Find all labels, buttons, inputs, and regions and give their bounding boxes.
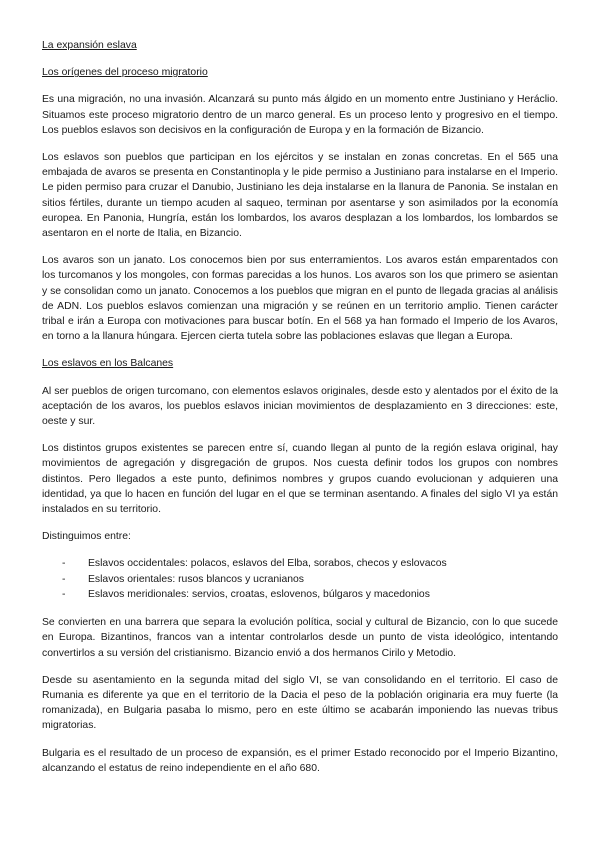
- paragraph-slavs-armies: Los eslavos son pueblos que participan en los ejércitos y se instalan en zonas concretas. En el 565 una embajada de avaros se presenta en Constantinopla y le pide permiso a Justiniano para instalarse en el Imperio. Le piden permiso para cruzar el Danubio, Justiniano les deja instalarse en la llanura de Panonia. Se instalan en sitios fértiles, durante un tiempo acuden al saqueo, terminan por asentarse y son asimilados por la economía europea. En Panonia, Hungría, están los lombardos, los avaros desplazan a los lombardos, los lombardos se asentaron en el norte de Italia, en Bizancio.: [42, 152, 558, 240]
- paragraph-turcoman-origin: Al ser pueblos de origen turcomano, con elementos eslavos originales, desde esto y alentados por el éxito de la aceptación de los avaros, los pueblos eslavos inician movimientos de desplazamiento en 3 direcciones: este, oeste y sur.: [42, 385, 558, 428]
- list-item: [42, 556, 558, 571]
- list-dash: -: [62, 588, 66, 600]
- paragraph-settlement-rumania: Desde su asentamiento en la segunda mitad del siglo VI, se van consolidando en el territorio. El caso de Rumania es diferente ya que en el territorio de la Dacia el peso de la población originaria era muy fuerte (la romanizada), en Bulgaria pasaba lo mismo, pero en este último se acabarán imponiendo las nuevas tribus migratorias.: [42, 674, 558, 732]
- list-dash: -: [62, 558, 66, 570]
- list-item: [42, 572, 558, 587]
- section-heading-balkans: Los eslavos en los Balcanes: [42, 358, 174, 370]
- document-page: [42, 38, 558, 788]
- document-title: La expansión eslava: [42, 40, 137, 51]
- paragraph-bulgaria-state: Bulgaria es el resultado de un proceso de expansión, es el primer Estado reconocido por el Imperio Bizantino, alcanzando el estatus de reino independiente en el año 680.: [42, 747, 558, 774]
- paragraph-avars-janato: Los avaros son un janato. Los conocemos bien por sus enterramientos. Los avaros están emparentados con los turcomanos y los mongoles, con formas parecidas a los hunos. Los avaros son los que primero se asientan y se consolidan como un janato. Conocemos a los pueblos que migran en el punto de llegada gracias al análisis de ADN. Los pueblos eslavos comienzan una migración y se reúnen en un territorio amplio. Tienen carácter tribal e irán a Europa con motivaciones para buscar botín. En el 568 ya han formado el Imperio de los Avaros, en torno a la llanura húngara. Ejercen cierta tutela sobre las poblaciones eslavas que llegan a Europa.: [42, 255, 558, 343]
- list-item-text: Eslavos orientales: rusos blancos y ucranianos: [88, 573, 305, 585]
- list-item-text: Eslavos meridionales: servios, croatas, eslovenos, búlgaros y macedonios: [88, 588, 430, 600]
- list-intro: Distinguimos entre:: [42, 531, 131, 543]
- list-item-text: Eslavos occidentales: polacos, eslavos del Elba, sorabos, checos y eslovacos: [88, 558, 447, 570]
- slav-groups-list: [42, 556, 558, 602]
- paragraph-groups-identity: Los distintos grupos existentes se parecen entre sí, cuando llegan al punto de la región eslava original, hay movimientos de agregación y disgregación de grupos. Nos cuesta definir todos los grupos con nombres distintos. Pero llegados a este punto, definimos nombres y grupos cuando evolucionan y adquieren una identidad, ya que lo hacen en función del lugar en el que se terminan asentando. A finales del siglo VI ya están instalados en su territorio.: [42, 443, 558, 516]
- list-item: [42, 587, 558, 602]
- list-dash: -: [62, 573, 66, 585]
- paragraph-migration-intro: Es una migración, no una invasión. Alcanzará su punto más álgido en un momento entre Justiniano y Heráclio. Situamos este proceso migratorio dentro de un marco general. Es un proceso lento y progresivo en el tiempo. Los pueblos eslavos son decisivos en la configuración de Europa y en la formación de Bizancio.: [42, 94, 558, 136]
- section-heading-origins: Los orígenes del proceso migratorio: [42, 67, 208, 79]
- paragraph-barrier-byzantium: Se convierten en una barrera que separa la evolución política, social y cultural de Bizancio, con lo que sucede en Europa. Bizantinos, francos van a intentar controlarlos desde un punto de vista ideológico, intentando convertirlos a su versión del cristianismo. Bizancio envió a dos hermanos Cirilo y Metodio.: [42, 617, 558, 659]
